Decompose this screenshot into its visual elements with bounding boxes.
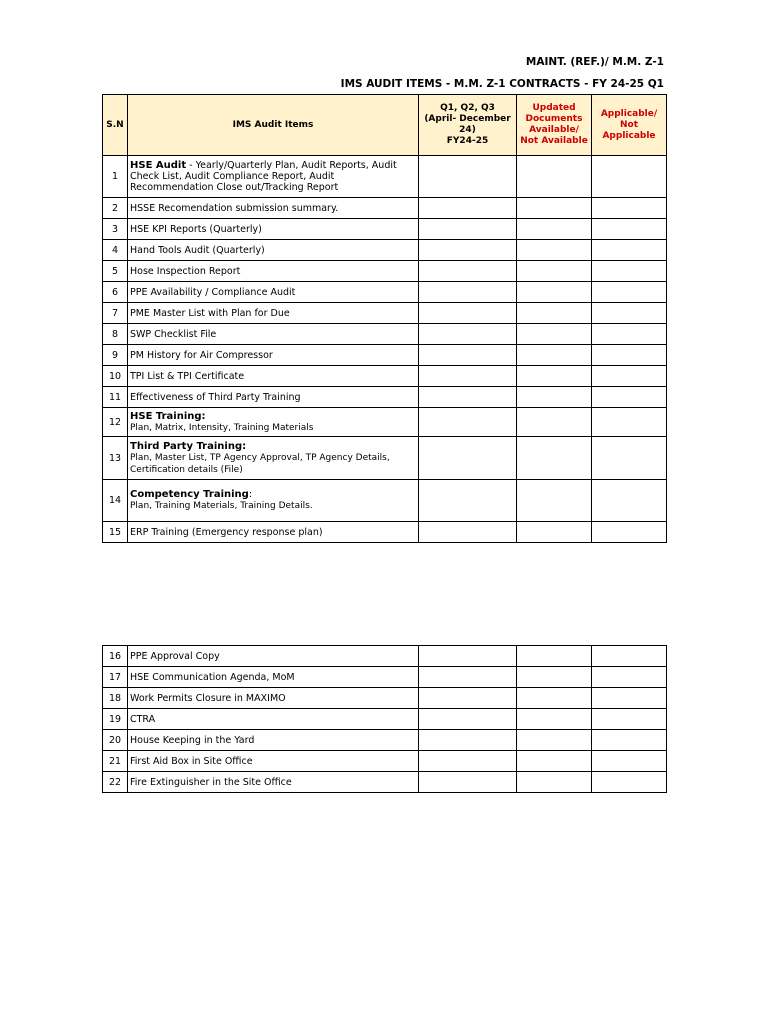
applicable-line-2: Not Applicable [602, 119, 656, 141]
row-sn: 14 [103, 480, 128, 522]
cell-updated[interactable] [517, 303, 592, 324]
cell-period[interactable] [419, 408, 517, 437]
row-sn: 6 [103, 282, 128, 303]
row-item: PME Master List with Plan for Due [128, 303, 419, 324]
row-sn: 12 [103, 408, 128, 437]
cell-period[interactable] [419, 219, 517, 240]
col-header-updated-docs [517, 95, 592, 156]
cell-applicable[interactable] [592, 408, 667, 437]
cell-updated[interactable] [517, 345, 592, 366]
cell-updated[interactable] [517, 240, 592, 261]
row-sn: 3 [103, 219, 128, 240]
table-row [103, 198, 667, 219]
row-sn: 8 [103, 324, 128, 345]
cell-updated[interactable] [517, 646, 592, 667]
row-sn: 1 [103, 156, 128, 198]
col-header-sn: S.N [103, 95, 128, 156]
row-sn: 18 [103, 688, 128, 709]
table-row [103, 751, 667, 772]
table-row [103, 240, 667, 261]
cell-period[interactable] [419, 366, 517, 387]
table-row [103, 709, 667, 730]
row-item: HSE Communication Agenda, MoM [128, 667, 419, 688]
row-item: Fire Extinguisher in the Site Office [128, 772, 419, 793]
row-item: PPE Availability / Compliance Audit [128, 282, 419, 303]
row-item: House Keeping in the Yard [128, 730, 419, 751]
cell-applicable[interactable] [592, 751, 667, 772]
cell-applicable[interactable] [592, 709, 667, 730]
table-row [103, 345, 667, 366]
row-item [128, 480, 419, 522]
period-line-3: 24) [459, 125, 476, 135]
cell-period[interactable] [419, 437, 517, 480]
row-item: PPE Approval Copy [128, 646, 419, 667]
cell-period[interactable] [419, 709, 517, 730]
row-item: Hose Inspection Report [128, 261, 419, 282]
row-sn: 17 [103, 667, 128, 688]
cell-updated[interactable] [517, 772, 592, 793]
cell-applicable[interactable] [592, 345, 667, 366]
cell-applicable[interactable] [592, 240, 667, 261]
cell-period[interactable] [419, 730, 517, 751]
table-row [103, 282, 667, 303]
cell-applicable[interactable] [592, 198, 667, 219]
cell-period[interactable] [419, 240, 517, 261]
table-row [103, 366, 667, 387]
row-sn: 11 [103, 387, 128, 408]
cell-applicable[interactable] [592, 646, 667, 667]
title-line-1: MAINT. (REF.)/ M.M. Z-1 [525, 56, 664, 68]
cell-period[interactable] [419, 387, 517, 408]
table-row [103, 408, 667, 437]
document-title [494, 56, 664, 68]
cell-updated[interactable] [517, 387, 592, 408]
row-sn: 13 [103, 437, 128, 480]
row-sn: 19 [103, 709, 128, 730]
table-row [103, 261, 667, 282]
table-row [103, 219, 667, 240]
updated-line-3: Available/ [529, 125, 579, 135]
table-row [103, 522, 667, 543]
col-header-items: IMS Audit Items [128, 95, 419, 156]
cell-period[interactable] [419, 198, 517, 219]
cell-applicable[interactable] [592, 387, 667, 408]
row-sn: 7 [103, 303, 128, 324]
cell-period[interactable] [419, 156, 517, 198]
row-item-text: - Yearly/Quarterly Plan, Audit Reports, Audit Check List, Audit Compliance Report, Audit Recommendation Close out/Tracking Report [130, 160, 397, 193]
row-item: SWP Checklist File [128, 324, 419, 345]
row-item-text: Plan, Master List, TP Agency Approval, TP Agency Details, Certification details (File) [130, 452, 390, 475]
cell-period[interactable] [419, 261, 517, 282]
table-row [103, 480, 667, 522]
cell-period[interactable] [419, 303, 517, 324]
row-item [128, 408, 419, 437]
row-item-lead: HSE Audit [130, 160, 187, 171]
row-item-text: Plan, Matrix, Intensity, Training Materials [130, 422, 314, 433]
cell-updated[interactable] [517, 282, 592, 303]
row-item: ERP Training (Emergency response plan) [128, 522, 419, 543]
table-row [103, 437, 667, 480]
row-sn: 9 [103, 345, 128, 366]
cell-updated[interactable] [517, 667, 592, 688]
row-sn: 21 [103, 751, 128, 772]
row-item [128, 156, 419, 198]
cell-updated[interactable] [517, 261, 592, 282]
table-row [103, 303, 667, 324]
cell-period[interactable] [419, 688, 517, 709]
applicable-line-1: Applicable/ [600, 108, 658, 119]
row-sn: 2 [103, 198, 128, 219]
cell-updated[interactable] [517, 198, 592, 219]
cell-applicable[interactable] [592, 261, 667, 282]
row-sn: 4 [103, 240, 128, 261]
cell-updated[interactable] [517, 366, 592, 387]
cell-period[interactable] [419, 667, 517, 688]
row-item-lead: HSE Training: [130, 410, 206, 422]
cell-applicable[interactable] [592, 366, 667, 387]
row-item: Hand Tools Audit (Quarterly) [128, 240, 419, 261]
cell-updated[interactable] [517, 324, 592, 345]
table-row [103, 667, 667, 688]
row-item: HSSE Recomendation submission summary. [128, 198, 419, 219]
cell-period[interactable] [419, 345, 517, 366]
cell-updated[interactable] [517, 219, 592, 240]
cell-period[interactable] [419, 324, 517, 345]
row-item-lead: Competency Training [130, 489, 249, 500]
table-row [103, 646, 667, 667]
cell-period[interactable] [419, 522, 517, 543]
audit-table-main [102, 94, 667, 543]
cell-applicable[interactable] [592, 156, 667, 198]
row-sn: 20 [103, 730, 128, 751]
cell-applicable[interactable] [592, 219, 667, 240]
updated-line-4: Not Available [520, 136, 588, 146]
title-line-2: IMS AUDIT ITEMS - M.M. Z-1 CONTRACTS - FY 24-25 Q1 [340, 78, 664, 90]
row-item [128, 437, 419, 480]
cell-updated[interactable] [517, 688, 592, 709]
table-row [103, 688, 667, 709]
table-row [103, 156, 667, 198]
row-item: Effectiveness of Third Party Training [128, 387, 419, 408]
document-subtitle [324, 78, 664, 90]
cell-period[interactable] [419, 751, 517, 772]
table-row [103, 772, 667, 793]
table-row [103, 730, 667, 751]
updated-line-1: Updated [532, 103, 576, 113]
cell-applicable[interactable] [592, 282, 667, 303]
cell-applicable[interactable] [592, 772, 667, 793]
cell-updated[interactable] [517, 709, 592, 730]
cell-applicable[interactable] [592, 688, 667, 709]
row-item: Work Permits Closure in MAXIMO [128, 688, 419, 709]
cell-applicable[interactable] [592, 303, 667, 324]
cell-applicable[interactable] [592, 667, 667, 688]
col-header-applicable [592, 95, 667, 156]
period-line-4: FY24-25 [446, 136, 489, 146]
cell-period[interactable] [419, 282, 517, 303]
cell-updated[interactable] [517, 522, 592, 543]
cell-applicable[interactable] [592, 437, 667, 480]
cell-applicable[interactable] [592, 522, 667, 543]
cell-updated[interactable] [517, 437, 592, 480]
table-header-row [103, 95, 667, 156]
period-line-1: Q1, Q2, Q3 [440, 103, 495, 113]
cell-applicable[interactable] [592, 324, 667, 345]
row-sn: 10 [103, 366, 128, 387]
updated-line-2: Documents [525, 114, 583, 124]
cell-updated[interactable] [517, 730, 592, 751]
row-item: PM History for Air Compressor [128, 345, 419, 366]
row-item-text: Plan, Training Materials, Training Details. [130, 501, 313, 511]
period-line-2: (April- December [424, 114, 511, 124]
row-item: First Aid Box in Site Office [128, 751, 419, 772]
row-item-lead: Third Party Training: [130, 440, 247, 452]
col-header-period [419, 95, 517, 156]
row-item: HSE KPI Reports (Quarterly) [128, 219, 419, 240]
cell-updated[interactable] [517, 408, 592, 437]
cell-updated[interactable] [517, 751, 592, 772]
cell-period[interactable] [419, 772, 517, 793]
row-item-lead-suffix: : [248, 489, 253, 500]
table-row [103, 324, 667, 345]
table-row [103, 387, 667, 408]
audit-table-continued [102, 645, 667, 793]
cell-period[interactable] [419, 480, 517, 522]
row-sn: 16 [103, 646, 128, 667]
cell-applicable[interactable] [592, 480, 667, 522]
row-item: TPI List & TPI Certificate [128, 366, 419, 387]
row-sn: 15 [103, 522, 128, 543]
cell-updated[interactable] [517, 156, 592, 198]
cell-updated[interactable] [517, 480, 592, 522]
row-sn: 22 [103, 772, 128, 793]
row-item: CTRA [128, 709, 419, 730]
cell-applicable[interactable] [592, 730, 667, 751]
row-sn: 5 [103, 261, 128, 282]
cell-period[interactable] [419, 646, 517, 667]
